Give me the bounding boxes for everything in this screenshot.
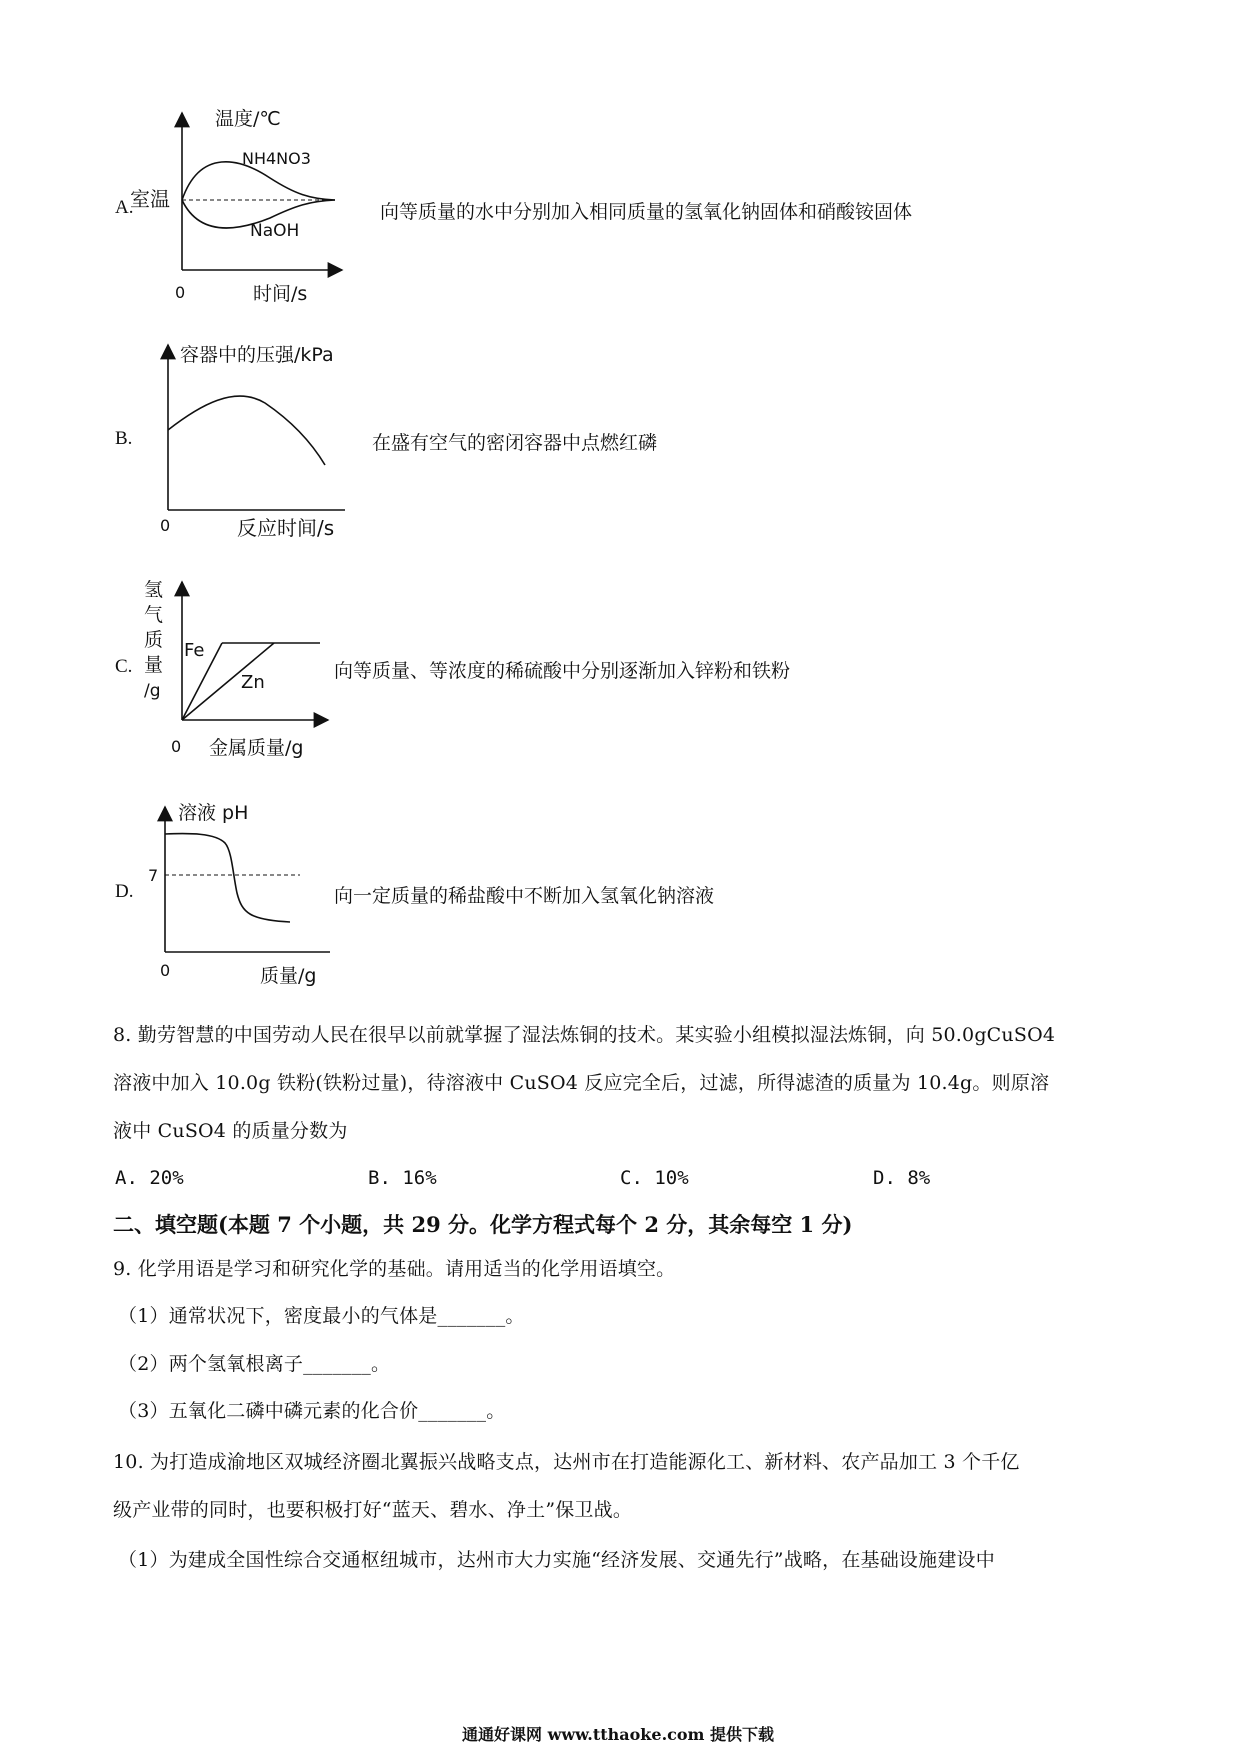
graph-b-origin: 0 — [160, 516, 171, 535]
graph-b — [140, 335, 380, 550]
graph-c-origin: 0 — [171, 737, 182, 756]
graph-c-label-zn: Zn — [241, 672, 265, 693]
graph-c-label-fe: Fe — [184, 640, 205, 661]
graph-c-ylabel-1: 氢 — [144, 579, 164, 601]
q10-line-1: 10. 为打造成渝地区双城经济圈北翼振兴战略支点，达州市在打造能源化工、新材料、农产品加工 3 个千亿 — [113, 1451, 1020, 1473]
graph-a-xlabel: 时间/s — [253, 283, 308, 305]
graph-d-xlabel: 质量/g — [260, 965, 317, 987]
option-c-letter: C. — [115, 656, 133, 677]
q9-item-2: （2）两个氢氧根离子_______。 — [118, 1353, 391, 1375]
page-footer: 通通好课网 www.tthaoke.com 提供下载 — [462, 1725, 775, 1744]
q8-choice-b: B. 16% — [368, 1167, 437, 1189]
graph-d-curve — [165, 834, 290, 922]
graph-a-room-temp: 室温 — [130, 187, 170, 211]
graph-c-xlabel: 金属质量/g — [209, 737, 304, 759]
option-b-desc: 在盛有空气的密闭容器中点燃红磷 — [372, 432, 658, 454]
graph-c-ylabel-4: 量 — [144, 654, 164, 676]
graph-b-xlabel: 反应时间/s — [237, 516, 335, 540]
q10-line-2: 级产业带的同时，也要积极打好“蓝天、碧水、净土”保卫战。 — [113, 1499, 633, 1521]
option-d-letter: D. — [115, 881, 134, 902]
q8-line-1: 8. 勤劳智慧的中国劳动人民在很早以前就掌握了湿法炼铜的技术。某实验小组模拟湿法炼铜，向 50.0gCuSO4 — [113, 1024, 1056, 1046]
q8-choice-a: A. 20% — [115, 1167, 184, 1189]
option-a-desc: 向等质量的水中分别加入相同质量的氢氧化钠固体和硝酸铵固体 — [380, 201, 913, 223]
graph-a-label-top: NH4NO3 — [242, 149, 311, 168]
graph-c-ylabel-5: /g — [144, 681, 161, 701]
q9-item-3: （3）五氧化二磷中磷元素的化合价_______。 — [118, 1400, 506, 1422]
q10-line-3: （1）为建成全国性综合交通枢纽城市，达州市大力实施“经济发展、交通先行”战略，在基础设施建设中 — [118, 1549, 995, 1571]
option-b-letter: B. — [115, 428, 133, 449]
graph-c-ylabel-2: 气 — [144, 604, 164, 626]
graph-a-origin: 0 — [175, 283, 186, 302]
option-a-letter: A. — [115, 197, 134, 218]
q8-line-3: 液中 CuSO4 的质量分数为 — [113, 1120, 348, 1142]
graph-d-ylabel: 溶液 pH — [178, 802, 249, 824]
graph-a — [130, 98, 360, 308]
graph-a-label-bottom: NaOH — [250, 221, 300, 241]
q9-stem: 9. 化学用语是学习和研究化学的基础。请用适当的化学用语填空。 — [113, 1258, 676, 1280]
option-c-desc: 向等质量、等浓度的稀硫酸中分别逐渐加入锌粉和铁粉 — [334, 660, 791, 682]
graph-b-ylabel: 容器中的压强/kPa — [180, 344, 334, 366]
q8-choice-d: D. 8% — [873, 1167, 931, 1189]
graph-c — [140, 570, 335, 765]
q9-item-1: （1）通常状况下，密度最小的气体是_______。 — [118, 1305, 525, 1327]
q8-line-2: 溶液中加入 10.0g 铁粉(铁粉过量)，待溶液中 CuSO4 反应完全后，过滤，所得滤渣的质量为 10.4g。则原溶 — [113, 1072, 1050, 1094]
graph-d-origin: 0 — [160, 961, 171, 980]
graph-b-curve — [168, 396, 325, 465]
graph-d-tick-7: 7 — [148, 866, 159, 885]
graph-c-ylabel-3: 质 — [144, 629, 164, 651]
graph-d — [140, 795, 340, 995]
section-2-title: 二、填空题(本题 7 个小题，共 29 分。化学方程式每个 2 分，其余每空 1 分) — [113, 1212, 853, 1237]
graph-a-ylabel: 温度/℃ — [215, 108, 281, 130]
option-d-desc: 向一定质量的稀盐酸中不断加入氢氧化钠溶液 — [334, 885, 715, 907]
q8-choice-c: C. 10% — [620, 1167, 689, 1189]
